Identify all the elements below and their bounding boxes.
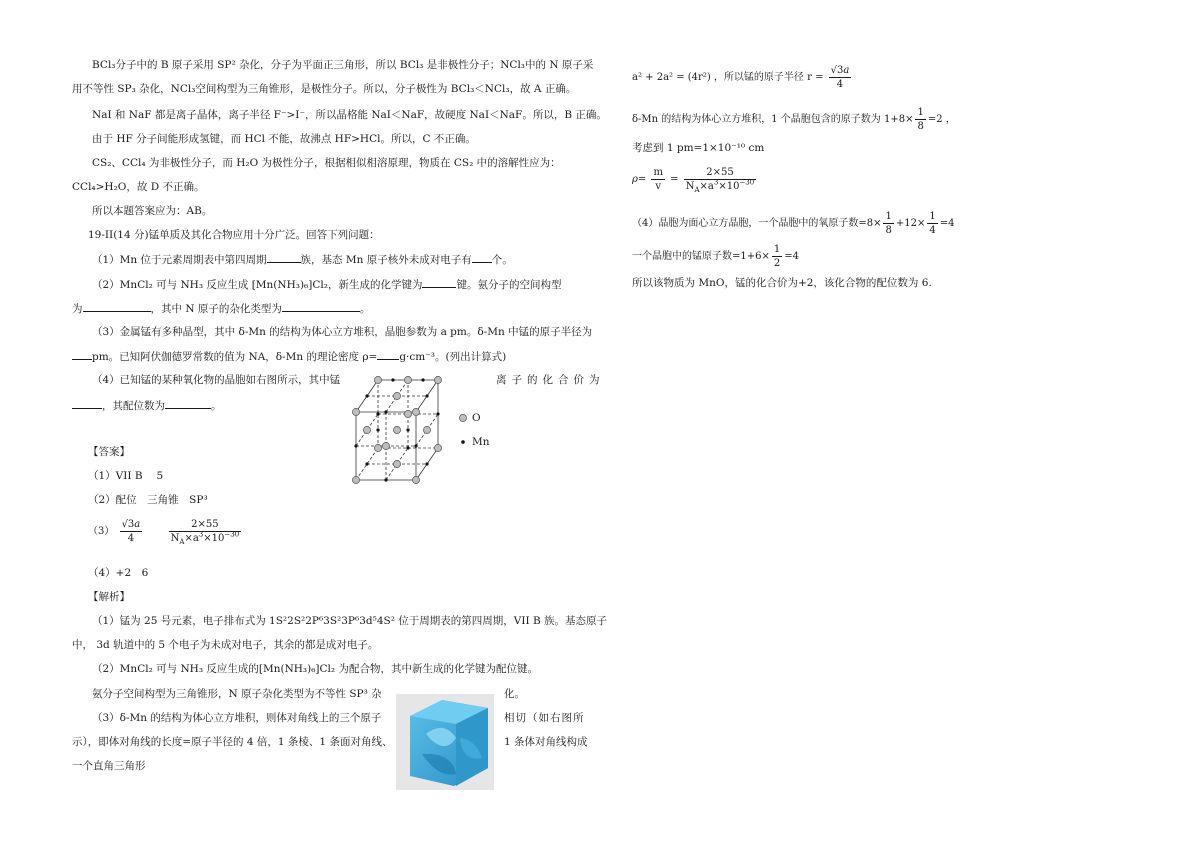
oxygen-atom	[412, 408, 419, 415]
oxygen-atom	[374, 376, 381, 383]
answer-3	[88, 518, 243, 545]
r-eq: r =	[807, 72, 824, 83]
para-cs2-1: CS₂、CCl₄ 为非极性分子，而 H₂O 为极性分子，根据相似相溶原理，物质在 CS₂ 中的溶解性应为：	[92, 157, 561, 169]
q1-blank-2	[472, 252, 492, 263]
radius-equation-line	[632, 64, 853, 91]
analysis-3-line-1b: 化。	[504, 688, 525, 700]
question-4-line-1b: 离子的化合价为	[496, 374, 605, 386]
sqrt3: √3	[121, 519, 135, 530]
answer-4: （4）+2 6	[88, 567, 149, 579]
analysis-3-line-1a: 氨分子空间构型为三角锥形，N 原子杂化类型为不等性 SP³ 杂	[92, 688, 382, 700]
analysis-2: （2）MnCl₂ 可与 NH₃ 反应生成的[Mn(NH₃)₆]Cl₂ 为配合物，其中新生成的化学键为配位键。	[92, 663, 538, 675]
q3-text-b: pm。已知阿伏伽德罗常数的值为 NA，δ-Mn 的理论密度 ρ=	[92, 351, 378, 363]
bcc-cube-svg	[396, 694, 494, 790]
bcc-cube-image	[396, 694, 494, 790]
q4-blank-2	[165, 398, 211, 409]
radius-fraction-right: $\frac{√3a}{4}$	[830, 65, 850, 90]
q1-text-c: 个。	[491, 254, 513, 266]
density-formula: ρ= $\frac{m}{v}$ = $\frac{2\times 55}{N_A\times a^3\times 10^{-30}}$	[632, 167, 755, 194]
q2-text-a: （2）MnCl₂ 可与 NH₃ 反应生成 [Mn(NH₃)₆]Cl₂，新生成的化学键为	[92, 279, 423, 291]
oxygen-atom	[352, 476, 359, 483]
para-hf: 由于 HF 分子间能形成氢键，而 HCl 不能，故沸点 HF>HCl。所以，C 不正确。	[92, 133, 476, 145]
para-nai: NaI 和 NaF 都是离子晶体，离子半径 F⁻>I⁻，所以晶格能 NaI＜NaF，故硬度 NaI＜NaF。所以，B 正确。	[92, 109, 607, 121]
mn-atom	[365, 462, 368, 465]
mn-atom	[406, 428, 409, 431]
oxygen-atom	[363, 426, 370, 433]
q1-text-b: 族，基态 Mn 原子核外未成对电子有	[300, 254, 472, 266]
answer-3-label: （3）	[88, 526, 115, 537]
crystal-cell-figure	[350, 372, 510, 487]
analysis-4-line-1a: （3）δ-Mn 的结构为体心立方堆积，则体对角线上的三个原子	[92, 712, 382, 724]
oxygen-atom	[393, 460, 400, 467]
mn-atom	[406, 446, 409, 449]
question-2-line-1	[72, 277, 561, 292]
legend-mn-label: Mn	[472, 436, 490, 448]
para-answer-ab: 所以本题答案应为：AB。	[92, 205, 213, 217]
q2-text-d: ，其中 N 原子的杂化类型为	[150, 303, 282, 315]
oxygen-atom	[404, 410, 411, 417]
mn-atom	[354, 444, 357, 447]
oxygen-atom	[382, 442, 389, 449]
mn-atom	[425, 462, 428, 465]
radius-text: ，所以锰的原子半径	[713, 72, 804, 83]
para-bcl3-1: BCl₃分子中的 B 原子采用 SP² 杂化，分子为平面正三角形，所以 BCl₃ 是非极性分子；NCl₃中的 N 原子采	[92, 59, 594, 71]
mn-atom	[391, 378, 394, 381]
conclusion-line: 所以该物质为 MnO，锰的化合价为+2，该化合物的配位数为 6.	[632, 277, 932, 289]
q2-text-e: 。	[359, 303, 371, 315]
oxygen-atom	[423, 426, 430, 433]
question-1	[72, 252, 513, 267]
legend-mn-marker	[461, 440, 465, 444]
mn-atom	[384, 410, 387, 413]
para-bcl3-2: 用不等性 SP₃ 杂化，NCl₃空间构型为三角锥形，是极性分子。所以，分子极性为 BCl₃＜NCl₃，故 A 正确。	[72, 83, 577, 95]
q4-text-b: ，其配位数为	[102, 400, 165, 412]
mn-atom	[365, 394, 368, 397]
pm-conversion: 考虑到 1 pm=1×10⁻¹⁰ cm	[632, 142, 765, 154]
q1-text-a: （1）Mn 位于元素周期表中第四周期	[92, 254, 267, 266]
answer-2: （2）配位 三角锥 SP³	[88, 494, 208, 506]
mn-atom	[376, 412, 379, 415]
q2-blank-3	[282, 301, 360, 312]
q3-text-c: g·cm⁻³。(列出计算式)	[399, 351, 507, 363]
mn-atom	[425, 394, 428, 397]
mn-atom	[421, 378, 424, 381]
mn-atom	[414, 444, 417, 447]
answer-1: （1）VII B 5	[88, 470, 164, 482]
analysis-4-line-1b: 相切（如右图所	[504, 712, 585, 724]
q4-blank-1	[72, 398, 102, 409]
atoms-per-cell-line: δ-Mn 的结构为体心立方堆积，1 个晶胞包含的原子数为 1+8× $\frac{1}{8}$ =2 ，	[632, 107, 956, 132]
legend-oxygen-label: O	[472, 412, 481, 424]
oxygen-atom	[404, 376, 411, 383]
q2-text-b: 键。氨分子的空间构型	[456, 279, 562, 291]
var-a: a	[134, 519, 141, 530]
oxygen-atom	[374, 444, 381, 451]
pythagoras-equation: a² + 2a² = (4r²)	[632, 72, 711, 83]
density-fraction	[169, 518, 242, 545]
analysis-4-line-2a: 示），即体对角线的长度=原子半径的 4 倍，1 条棱、1 条面对角线、	[72, 736, 393, 748]
analysis-1-line-1: （1）锰为 25 号元素，电子排布式为 1S²2S²2P⁶3S²3P⁶3d⁵4S² 位于周期表的第四周期，VII B 族。基态原子	[92, 615, 608, 627]
analysis-heading: 【解析】	[88, 591, 130, 603]
question-2-line-2	[72, 301, 370, 316]
oxygen-atom	[434, 376, 441, 383]
legend-oxygen-marker	[459, 414, 466, 421]
mn-count-line: 一个晶胞中的锰原子数=1+6× $\frac{1}{2}$ =4	[632, 244, 799, 269]
q1-blank-1	[267, 252, 301, 263]
q3-blank-1	[72, 349, 92, 360]
q2-blank-1	[422, 277, 456, 288]
crystal-cell-svg	[350, 372, 510, 487]
mn-atom	[384, 478, 387, 481]
q2-blank-2	[83, 301, 151, 312]
para-cs2-2: CCl₄>H₂O，故 D 不正确。	[72, 181, 205, 193]
answer-heading: 【答案】	[88, 446, 130, 458]
analysis-4-line-2b: 1 条体对角线构成	[504, 736, 588, 748]
mn-atom	[436, 412, 439, 415]
mn-atom	[376, 428, 379, 431]
question-3-line-2	[72, 349, 506, 364]
denominator-4: 4	[127, 533, 135, 544]
numerator-2x55: 2×55	[169, 518, 242, 532]
oxygen-atom	[434, 444, 441, 451]
q3-blank-2	[377, 349, 399, 360]
question-title: 19-II(14 分)锰单质及其化合物应用十分广泛。回答下列问题：	[88, 229, 380, 241]
analysis-4-line-3: 一个直角三角形	[72, 760, 146, 772]
question-4-line-2	[72, 398, 222, 413]
oxygen-count-line: （4）晶胞为面心立方晶胞，一个晶胞中的氧原子数=8× $\frac{1}{8}$ +12× $\frac{1}{4}$ =4	[632, 211, 955, 236]
oxygen-atom	[352, 408, 359, 415]
density-fraction-right: $\frac{2\times 55}{N_A\times a^3\times 10^{-30}}$	[685, 167, 755, 194]
q4-text-b2: 。	[211, 400, 222, 412]
question-3-line-1: （3）金属锰有多种晶型，其中 δ-Mn 的结构为体心立方堆积，晶胞参数为 a pm。δ-Mn 中锰的原子半径为	[92, 326, 593, 338]
radius-fraction	[120, 518, 143, 545]
q2-text-c: 为	[72, 303, 83, 315]
m-over-v: $\frac{m}{v}$	[653, 167, 663, 192]
analysis-1-line-2: 中， 3d 轨道中的 5 个电子为未成对电子，其余的都是成对电子。	[72, 639, 379, 651]
density-denominator: $N_A\times a^3\times 10^{-30}$	[170, 530, 240, 546]
oxygen-atom	[412, 476, 419, 483]
oxygen-atom	[393, 392, 400, 399]
one-eighth: $\frac{1}{8}$	[917, 107, 924, 132]
question-4-line-1a: （4）已知锰的某种氧化物的晶胞如右图所示，其中锰	[92, 374, 341, 386]
oxygen-atom	[393, 426, 400, 433]
